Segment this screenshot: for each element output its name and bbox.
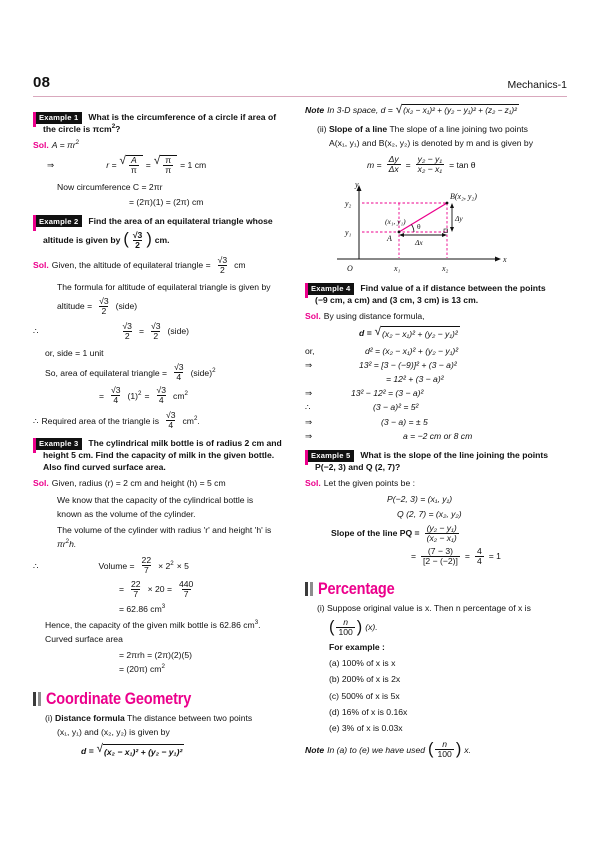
l1-radicand: (x₂ − x₁)² + (y₂ − y₁)²	[381, 326, 460, 340]
frac-den: 7	[133, 588, 139, 599]
frac-num: √3	[166, 410, 176, 421]
l6-body: (3 − a)² = 5²	[373, 402, 419, 413]
percentage-item-a: (a) 100% of x is x	[329, 658, 396, 669]
example-3-line2: known as the volume of the cylinder.	[57, 508, 196, 519]
example-2-badge: Example 2	[33, 215, 82, 227]
example-3-step2	[33, 580, 295, 599]
section-title: Coordinate Geometry	[45, 689, 191, 708]
example-3-question-line3: Also find curved surface area.	[43, 462, 166, 473]
implies-arrow: ⇒	[305, 416, 313, 427]
example-5-heading	[305, 449, 567, 461]
frac-num: 22	[131, 578, 141, 589]
distance-formula-equation	[33, 744, 295, 758]
book-title: Mechanics-1	[507, 79, 567, 91]
slope-equation	[305, 155, 567, 174]
percentage-item-b: (b) 200% of x is 2x	[329, 674, 401, 685]
example-3-step3	[33, 603, 295, 615]
calc-mid	[128, 390, 142, 402]
example-4-line2	[305, 345, 567, 357]
page-header	[33, 74, 567, 91]
example-1-sol-line	[33, 139, 295, 151]
frac-num: 4	[476, 545, 482, 556]
label-x1: x₁	[394, 264, 401, 274]
result-unit-sup: 2	[193, 414, 198, 422]
frac-den: 2	[135, 239, 140, 250]
sol-label: Sol.	[305, 311, 321, 322]
paren-group: ( $\frac{n}{100}$ )	[329, 616, 363, 637]
example-2-side-line: or, side = 1 unit	[45, 348, 104, 359]
slope-tail: = tan θ	[449, 159, 476, 170]
calc-mid-sup: 2	[138, 389, 142, 397]
example-2-question-line2	[33, 231, 295, 250]
frac-num: √3	[99, 296, 109, 306]
percentage-note	[305, 740, 567, 759]
frac-num: (7 − 3)	[427, 545, 453, 556]
sqrt-a-over-pi: √ $\frac{A}{\pi}$	[119, 155, 142, 175]
point-b-label: B(x₂, y₂)	[450, 192, 477, 202]
label-x2: x₂	[442, 264, 449, 274]
result-text: Required area of the triangle is	[41, 415, 159, 426]
example-1-question-line2	[33, 123, 295, 135]
area-tail	[191, 367, 216, 379]
frac-num: (y₂ − y₁)	[426, 522, 457, 533]
frac-num: y₂ − y₁	[417, 154, 443, 165]
example-4-sol-text: By using distance formula,	[323, 311, 425, 322]
theta-label: θ	[417, 222, 421, 232]
example-3-heading	[33, 437, 295, 449]
calc-unit-text: cm	[173, 390, 185, 401]
csa-line2-pre: = (20π) cm	[119, 664, 162, 675]
example-5-badge: Example 5	[305, 450, 354, 462]
example-1-step2	[33, 155, 295, 175]
l1-lhs: d =	[359, 328, 372, 339]
equals: =	[99, 390, 105, 401]
item-text: The distance between two points	[127, 712, 253, 723]
item-number: (i)	[45, 712, 53, 723]
frac-den: π	[130, 165, 137, 176]
frac-num: √3	[122, 321, 132, 332]
paren-group: ( $\frac{√3}{2}$ )	[123, 229, 152, 250]
frac-num: √3	[151, 321, 161, 332]
item-number: (i)	[317, 602, 325, 613]
l5-body: 13² − 12² = (3 − a)²	[351, 388, 424, 399]
section-title: Percentage	[317, 579, 395, 598]
delta-x-label: Δx	[415, 238, 423, 248]
step3-sup: 3	[161, 602, 166, 610]
frac-den: Δx	[388, 164, 399, 175]
therefore-symbol: ∴	[33, 415, 39, 426]
frac-den: 100	[437, 749, 452, 760]
frac-num: √3	[217, 254, 228, 265]
example-1-q2-sup: 2	[111, 123, 116, 131]
hence-post: .	[258, 619, 261, 630]
example-4-line7	[305, 416, 567, 428]
frac-num: n	[442, 739, 448, 750]
slope-item-line2: A(x₁, y₁) and B(x₂, y₂) is denoted by m and is given by	[329, 137, 534, 148]
example-1-step2-lhs: r =	[106, 160, 117, 171]
left-column	[33, 104, 295, 760]
example-5-line1: P(−2, 3) = (x₁, y₁)	[387, 494, 453, 505]
formula-body: (x₂ − x₁)² + (y₂ − y₁)²	[103, 744, 184, 758]
example-5-sol-line	[305, 477, 567, 489]
item-text: Suppose original value is x. Then n percentage of x is	[327, 602, 531, 613]
example-4-line6	[305, 401, 567, 413]
example-1-badge: Example 1	[33, 112, 82, 124]
slope-label: Slope of the line PQ =	[331, 528, 420, 539]
equals-1: =	[145, 160, 151, 171]
frac-num: √3	[111, 385, 121, 396]
example-4-line3	[305, 359, 567, 371]
percentage-formula	[305, 618, 567, 637]
example-1-step2-result: = 1 cm	[180, 160, 207, 171]
example-4-badge: Example 4	[305, 283, 354, 295]
point-a-label: A	[387, 234, 392, 244]
note-label: Note	[305, 744, 325, 755]
example-4-line8	[305, 430, 567, 442]
frac-num: 440	[178, 578, 194, 589]
equals-2: =	[144, 390, 150, 401]
frac-den: 2	[101, 306, 107, 317]
example-3-line3: The volume of the cylinder with radius 'r' and height 'h' is	[57, 525, 272, 536]
item-title: Distance formula	[55, 712, 125, 723]
example-2-question-line1: Find the area of an equilateral triangle whose	[88, 215, 273, 226]
section-marker-icon	[33, 692, 41, 706]
frac-den: 4	[158, 395, 164, 406]
or-label: or,	[305, 345, 315, 356]
item-text: The slope of a line joining two points	[389, 123, 528, 134]
sol-label: Sol.	[33, 260, 49, 271]
frac-den: [2 − (−2)]	[423, 555, 458, 566]
sqrt-3d: √ (x₂ − x₁)² + (y₂ − y₁)² + (z₂ − z₁)²	[395, 102, 517, 116]
label-y2: y₂	[345, 199, 352, 209]
example-5-line2: Q (2, 7) = (x₂, y₂)	[397, 508, 462, 519]
step2-mid: × 20 =	[147, 583, 172, 594]
l4-body: = 12² + (3 − a)²	[386, 374, 444, 385]
equals: =	[405, 159, 411, 170]
equals: =	[411, 551, 417, 562]
volume-label: Volume =	[98, 560, 135, 571]
example-5-question-line2: P(−2, 3) and Q (2, 7)?	[315, 462, 401, 473]
distance-formula-line2: (x₁, y₁) and (x₂, y₂) is given by	[57, 726, 170, 737]
example-4-heading	[305, 282, 567, 294]
example-1-step4: = (2π)(1) = (2π) cm	[129, 196, 204, 207]
example-2-given-unit: cm	[234, 260, 246, 271]
section-marker-icon	[305, 582, 313, 596]
origin-label: O	[347, 264, 353, 274]
point-a-coords: (x₁, y₁)	[385, 217, 406, 227]
example-2-formula-text: The formula for altitude of equilateral triangle is given by	[57, 281, 271, 292]
frac-den: 2	[219, 264, 225, 275]
item-title: Slope of a line	[328, 123, 388, 134]
l2-body: d² = (x₂ − x₁)² + (y₂ − y₁)²	[365, 345, 459, 356]
example-3-line1: We know that the capacity of the cylindrical bottle is	[57, 494, 254, 505]
example-4-question-line2: (−9 cm, a cm) and (3 cm, 3 cm) is 13 cm.	[315, 295, 479, 306]
frac-den: 4	[168, 420, 174, 431]
axis-y-label: y	[355, 180, 359, 190]
l7-body: (3 − a) = ± 5	[381, 416, 428, 427]
line4-post: h.	[69, 539, 77, 550]
equals: =	[138, 326, 144, 337]
note-3d-space	[305, 104, 567, 117]
calc-result: = 1	[488, 551, 501, 562]
frac-num: √3	[174, 362, 184, 373]
csa-line2-sup: 2	[161, 663, 165, 671]
example-3-given: Given, radius (r) = 2 cm and height (h) = 5 cm	[51, 478, 226, 489]
frac-den: 2	[124, 331, 130, 342]
label-y1: y₁	[345, 228, 352, 238]
diagram-svg	[319, 179, 551, 275]
frac-den: (x₂ − x₁)	[426, 532, 457, 543]
example-1-step1-sup: 2	[75, 139, 80, 147]
note-text: In 3-D space, d =	[327, 105, 393, 116]
frac-den: 7	[143, 565, 149, 576]
example-2-altitude-formula	[33, 297, 295, 316]
implies-arrow: ⇒	[305, 430, 313, 441]
example-5-sol-text: Let the given points be :	[323, 478, 416, 489]
frac-den: π	[165, 165, 172, 176]
example-3-hence	[33, 619, 295, 631]
axis-x-label: x	[503, 255, 507, 265]
frac-den: 2	[153, 331, 159, 342]
frac-den: 4	[176, 372, 182, 383]
eq-tail: (side)	[167, 326, 189, 337]
example-1-question-line1: What is the circumference of a circle if area of	[88, 112, 277, 122]
example-5-question-line1: What is the slope of the line joining the points	[360, 450, 549, 461]
m-label: m =	[367, 159, 382, 170]
hence-pre: Hence, the capacity of the given milk bottle is 62.86 cm	[45, 619, 255, 630]
example-2-q2b: cm.	[154, 235, 170, 246]
note-label: Note	[305, 105, 325, 116]
example-2-sol-line	[33, 256, 295, 275]
example-5-slope-line	[305, 524, 567, 543]
example-2-heading	[33, 215, 295, 227]
equals-2: =	[464, 551, 470, 562]
frac-num: 22	[141, 555, 152, 566]
example-3-csa-line2	[33, 663, 295, 675]
therefore-symbol: ∴	[33, 326, 39, 337]
frac-num: A	[130, 155, 137, 166]
result-unit-text: cm	[182, 415, 194, 426]
frac-num: n	[343, 616, 348, 627]
sol-label: Sol.	[33, 478, 49, 489]
percentage-item-c: (c) 500% of x is 5x	[329, 690, 400, 701]
frac-den: 100	[338, 626, 353, 637]
result-unit	[183, 415, 200, 427]
example-1-step1-text: A = πr	[51, 140, 76, 151]
page-number: 08	[33, 74, 51, 91]
example-4-line1	[305, 326, 567, 340]
example-5-calc-line	[305, 547, 567, 566]
example-3-sol-line	[33, 477, 295, 489]
example-3-badge: Example 3	[33, 438, 82, 450]
area-label: So, area of equilateral triangle =	[45, 367, 168, 378]
result-dot: .	[197, 415, 200, 426]
sqrt-pi-over-pi: √ $\frac{\pi}{\pi}$	[154, 155, 177, 175]
delta-y-label: Δy	[455, 214, 463, 224]
slope-of-line-diagram	[319, 179, 551, 275]
example-2-q2a: altitude is given by	[43, 235, 121, 246]
example-1-step1	[52, 139, 79, 151]
example-3-csa-line1: = 2πrh = (2π)(2)(5)	[119, 650, 192, 661]
example-4-sol-line	[305, 310, 567, 322]
right-column	[305, 104, 567, 761]
area-tail-sup: 2	[212, 366, 216, 374]
header-divider	[33, 96, 567, 97]
implies-arrow: ⇒	[305, 388, 313, 399]
sol-label: Sol.	[33, 140, 49, 151]
vol-mid-sup: 2	[170, 560, 174, 568]
section-heading-coordinate-geometry	[33, 690, 295, 709]
calc-mid-text: (1)	[127, 390, 139, 401]
area-tail-text: (side)	[190, 367, 213, 378]
example-2-area-line	[33, 363, 295, 382]
implies-arrow: ⇒	[47, 160, 55, 171]
equals: =	[119, 583, 125, 594]
percentage-item-e: (e) 3% of x is 0.03x	[329, 723, 403, 734]
example-3-volume-line	[33, 556, 295, 575]
example-3-question-line2: height 5 cm. Find the capacity of milk in the given bottle.	[43, 450, 275, 461]
calc-unit	[173, 390, 188, 402]
example-2-calc-line	[33, 386, 295, 405]
frac-num: √3	[156, 385, 167, 396]
slope-item	[305, 123, 567, 135]
example-4-line4	[305, 373, 567, 385]
note-text: In (a) to (e) we have used	[327, 744, 426, 755]
example-1-q2-text: the circle is πcm	[43, 124, 112, 135]
therefore-symbol: ∴	[305, 402, 311, 413]
alt-label: altitude =	[57, 301, 93, 312]
formula-lhs: d =	[81, 745, 94, 756]
paren-group: ( $\frac{n}{100}$ )	[428, 739, 462, 760]
calc-unit-sup: 2	[184, 389, 188, 397]
example-3-line4	[33, 538, 295, 550]
hence-sup: 3	[254, 618, 259, 626]
example-4-question-line1: Find value of a if distance between the points	[360, 283, 546, 294]
line4-sup: 2	[65, 538, 70, 546]
example-1-q2-tail: ?	[115, 124, 121, 135]
frac-den: 4	[476, 555, 482, 566]
frac-den: 7	[183, 588, 189, 599]
frac-num: √3	[132, 229, 143, 240]
example-2-equation	[33, 322, 295, 341]
distance-formula-item	[33, 712, 295, 724]
sqrt-distance: √ (x₂ − x₁)² + (y₂ − y₁)²	[96, 742, 183, 757]
percentage-item	[305, 602, 567, 614]
example-2-given-text: Given, the altitude of equilateral triangle =	[51, 260, 211, 271]
frac-num: π	[165, 155, 172, 166]
example-1-heading	[33, 111, 295, 123]
section-heading-percentage	[305, 580, 567, 599]
vol-tail: × 5	[176, 560, 189, 571]
note-tail: x.	[464, 744, 471, 755]
therefore-symbol: ∴	[33, 560, 39, 571]
example-3-csa-label: Curved surface area	[45, 633, 123, 644]
item-number: (ii)	[317, 123, 327, 134]
frac-den: 4	[113, 395, 119, 406]
sol-label: Sol.	[305, 478, 321, 489]
sqrt-example4: √ (x₂ − x₁)² + (y₂ − y₁)²	[374, 324, 458, 340]
example-2-result	[33, 411, 295, 430]
vol-mid	[158, 560, 174, 572]
example-1-step3: Now circumference C = 2πr	[57, 182, 163, 193]
example-3-question-line1: The cylindrical milk bottle is of radius 2 cm and	[88, 438, 282, 449]
percentage-item-d: (d) 16% of x is 0.16x	[329, 706, 408, 717]
step3-pre: = 62.86 cm	[119, 603, 162, 614]
l3-body: 13² = [3 − (−9)]² + (3 − a)²	[359, 359, 457, 370]
frac-tail: (x).	[365, 622, 378, 633]
vol-mid-text: × 2	[158, 560, 171, 571]
alt-tail: (side)	[115, 301, 138, 312]
frac-num: Δy	[388, 154, 399, 165]
example-4-line5	[305, 387, 567, 399]
line4-pre: πr	[57, 539, 66, 550]
l8-body: a = −2 cm or 8 cm	[403, 430, 473, 441]
note-radicand: (x₂ − x₁)² + (y₂ − y₁)² + (z₂ − z₁)²	[403, 106, 517, 115]
implies-arrow: ⇒	[305, 359, 313, 370]
percentage-example-label: For example :	[329, 642, 385, 652]
frac-den: x₂ − x₁	[417, 164, 443, 175]
